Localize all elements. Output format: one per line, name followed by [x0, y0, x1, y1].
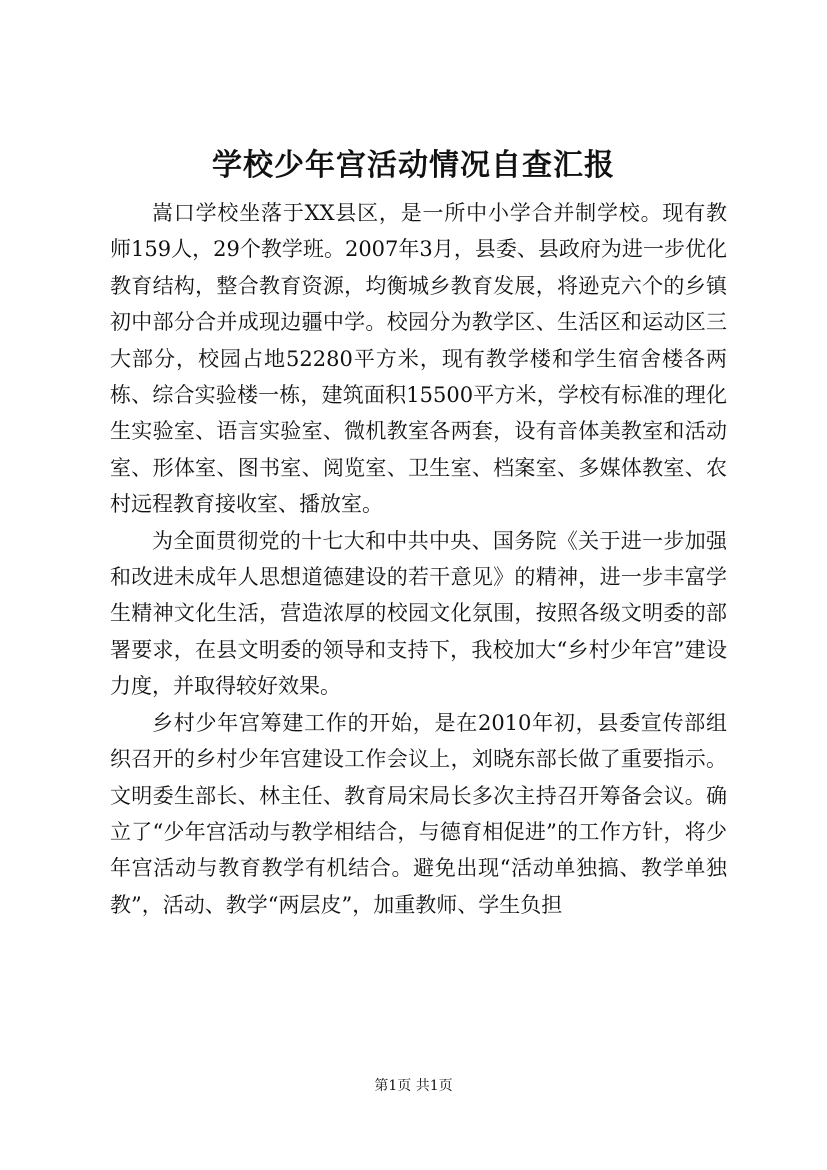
- document-body: [110, 195, 727, 923]
- paragraph-policy-background: 为全面贯彻党的十七大和中共中央、国务院《关于进一步加强和改进未成年人思想道德建设的若干意见》的精神，进一步丰富学生精神文化生活，营造浓厚的校园文化氛围，按照各级文明委的部署要求，在县文明委的领导和支持下，我校加大“乡村少年宫”建设力度，并取得较好效果。: [110, 528, 727, 699]
- paragraph-construction-start: 乡村少年宫筹建工作的开始，是在2010年初，县委宣传部组织召开的乡村少年宫建设工作会议上，刘晓东部长做了重要指示。文明委生部长、林主任、教育局宋局长多次主持召开筹备会议。确立了“少年宫活动与教学相结合，与德育相促进”的工作方针，将少年宫活动与教育教学有机结合。避免出现“活动单独搞、教学单独教”，活动、教学“两层皮”，加重教师、学生负担: [110, 710, 727, 917]
- paragraph-school-overview: 嵩口学校坐落于XX县区，是一所中小学合并制学校。现有教师159人，29个教学班。2007年3月，县委、县政府为进一步优化教育结构，整合教育资源，均衡城乡教育发展，将逊克六个的乡镇初中部分合并成现边疆中学。校园分为教学区、生活区和运动区三大部分，校园占地52280平方米，现有教学楼和学生宿舍楼各两栋、综合实验楼一栋，建筑面积15500平方米，学校有标准的理化生实验室、语言实验室、微机教室各两套，设有音体美教室和活动室、形体室、图书室、阅览室、卫生室、档案室、多媒体教室、农村远程教育接收室、播放室。: [110, 201, 727, 517]
- page-footer: 第1页 共1页: [374, 1078, 453, 1094]
- document-title: 学校少年宫活动情况自查汇报: [212, 148, 615, 183]
